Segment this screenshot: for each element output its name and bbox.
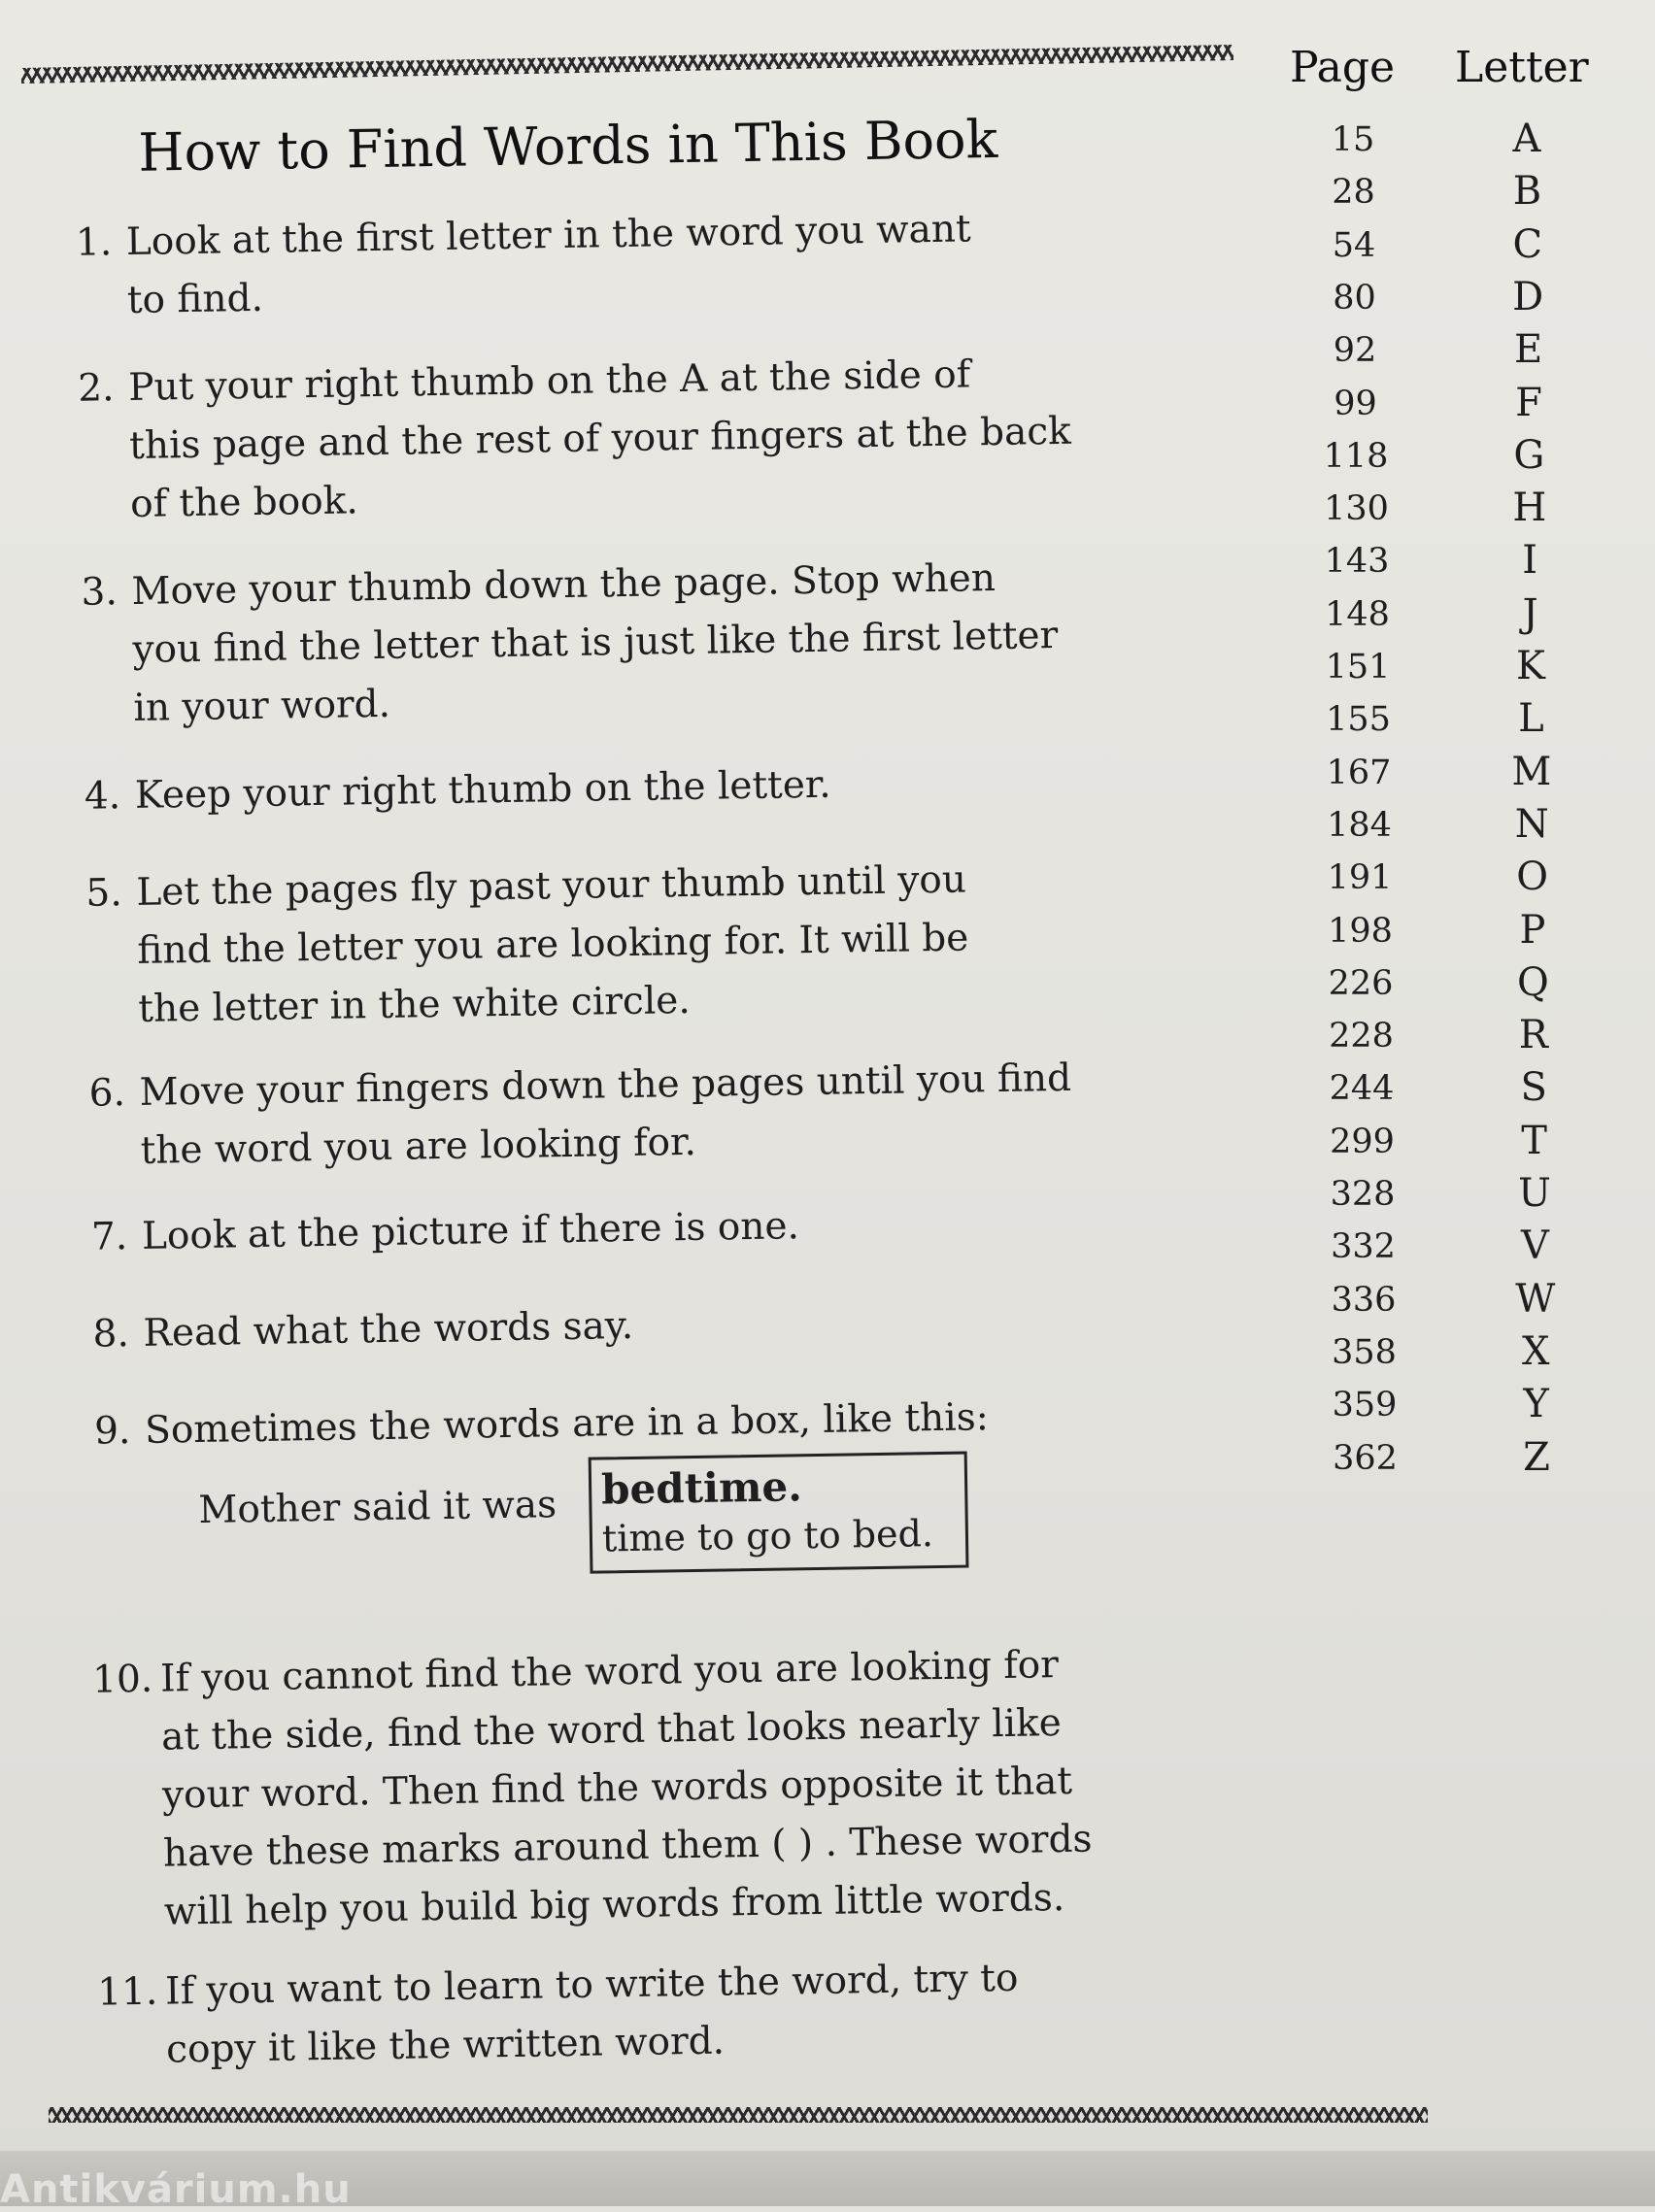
step-line: at the side, find the word that looks nearly like [160,1701,1063,1760]
step-line: will help you build big words from little words. [163,1876,1065,1934]
step-8 [92,1297,634,1363]
index-page-number: 54 [1332,225,1376,265]
example-word-box [589,1452,969,1574]
step-4 [84,756,831,825]
index-letter-tab[interactable]: S [1520,1065,1547,1111]
index-letter-tab[interactable]: Y [1523,1382,1549,1427]
decorative-rope-border-top [21,45,1233,84]
index-letter-tab[interactable]: P [1519,907,1546,953]
step-number: 8. [92,1312,130,1357]
page-title: How to Find Words in This Book [137,108,998,184]
index-page-number: 184 [1327,805,1392,845]
index-page-number: 92 [1333,331,1377,371]
step-line: Look at the first letter in the word you want [125,207,971,264]
step-line: copy it like the written word. [165,2019,726,2072]
index-letter-tab[interactable]: Z [1523,1434,1550,1480]
step-number: 1. [75,220,113,265]
step-line: Read what the words say. [143,1303,634,1356]
step-2 [77,345,1072,534]
step-line: Move your thumb down the page. Stop when [131,555,996,614]
index-letter-tab[interactable]: B [1512,169,1542,215]
index-letter-tab[interactable]: K [1516,644,1545,688]
index-letter-tab[interactable]: E [1513,327,1543,373]
index-page-number: 80 [1333,278,1376,318]
step-line: If you cannot find the word you are looking for [159,1643,1060,1701]
step-line: the letter in the white circle. [137,978,692,1031]
index-letter-tab[interactable]: T [1521,1118,1547,1163]
index-letter-tab[interactable]: A [1512,117,1541,161]
step-number: 10. [91,1657,153,1702]
index-letter-tab[interactable]: V [1520,1223,1549,1269]
index-page-number: 155 [1326,700,1391,740]
step-5 [85,851,970,1038]
step-line: Put your right thumb on the A at the side of [127,352,971,410]
step-line: to find. [126,276,264,322]
index-letter-tab[interactable]: M [1511,749,1552,794]
index-letter-tab[interactable]: W [1515,1276,1556,1322]
index-letter-tab[interactable]: X [1521,1328,1550,1374]
index-letter-tab[interactable]: U [1518,1171,1551,1216]
index-page-number: 358 [1332,1332,1397,1372]
step-number: 6. [88,1071,126,1116]
step-line: in your word. [133,682,391,730]
step-number: 3. [81,570,118,615]
index-page-number: 167 [1326,753,1392,792]
step-line: have these marks around them ( ) . These words [162,1817,1093,1876]
index-letter-tab[interactable]: L [1518,696,1544,742]
index-page-number: 99 [1334,384,1377,423]
page-column-header: Page [1290,43,1396,92]
index-letter-tab[interactable]: C [1512,221,1543,267]
letter-column-header: Letter [1455,43,1589,92]
index-page-number: 130 [1324,489,1389,529]
index-page-number: 228 [1329,1017,1394,1056]
index-page-number: 336 [1331,1280,1397,1320]
index-letter-tab[interactable]: J [1522,590,1538,636]
index-letter-tab[interactable]: D [1512,274,1544,319]
index-page-number: 28 [1332,173,1375,213]
index-page-number: 332 [1331,1227,1396,1267]
step-line: this page and the rest of your fingers at the back [128,409,1072,468]
step-1 [75,200,972,330]
index-page-number: 148 [1325,594,1390,634]
index-letter-tab[interactable]: I [1522,538,1538,584]
step-line: Keep your right thumb on the letter. [134,762,831,818]
example-definition: time to go to bed. [601,1512,934,1560]
index-letter-tab[interactable]: Q [1516,959,1549,1005]
decorative-rope-border-bottom [49,2107,1428,2123]
index-page-number: 244 [1329,1069,1395,1109]
index-page-number: 226 [1328,963,1394,1003]
index-letter-tab[interactable]: R [1518,1013,1548,1058]
step-10 [91,1636,1094,1942]
step-line: your word. Then find the words opposite it that [161,1759,1073,1818]
index-letter-tab[interactable]: O [1516,855,1548,900]
index-letter-tab[interactable]: G [1513,432,1545,478]
step-line: you find the letter that is just like the first letter [132,613,1059,672]
index-page-number: 328 [1330,1175,1396,1214]
index-page-number: 359 [1332,1386,1398,1425]
watermark: Antikvárium.hu [0,2167,352,2212]
index-page-number: 198 [1328,911,1393,951]
index-page-number: 15 [1331,120,1375,159]
step-line: Sometimes the words are in a box, like this: [144,1395,990,1453]
index-page-number: 191 [1327,858,1393,898]
step-7 [90,1197,800,1266]
index-letter-tab[interactable]: F [1515,380,1542,425]
step-line: find the letter you are looking for. It will be [137,916,969,973]
index-page-number: 362 [1333,1438,1398,1478]
step-3 [81,549,1059,738]
index-letter-tab[interactable]: H [1512,486,1547,531]
step-number: 5. [85,871,123,916]
step-line: the word you are looking for. [140,1120,697,1173]
step-11 [96,1950,1020,2080]
step-number: 2. [77,366,115,411]
step-line: If you want to learn to write the word, try to [164,1956,1019,2014]
example-sentence: Mother said it was [198,1483,557,1532]
step-number: 4. [84,774,121,819]
index-page-number: 143 [1324,542,1390,582]
step-number: 9. [93,1409,131,1454]
step-6 [88,1050,1072,1181]
step-line: Move your fingers down the pages until you find [139,1056,1072,1115]
step-number: 11. [96,1969,158,2015]
step-line: Look at the picture if there is one. [141,1204,800,1258]
step-line: of the book. [129,479,359,526]
step-line: Let the pages fly past your thumb until you [136,857,967,915]
index-page-number: 151 [1325,648,1391,687]
index-letter-tab[interactable]: N [1514,801,1549,847]
index-page-number: 118 [1323,436,1389,476]
example-word: bedtime. [600,1462,803,1514]
step-number: 7. [90,1215,128,1259]
index-page-number: 299 [1330,1122,1395,1161]
step-9 [93,1389,990,1460]
